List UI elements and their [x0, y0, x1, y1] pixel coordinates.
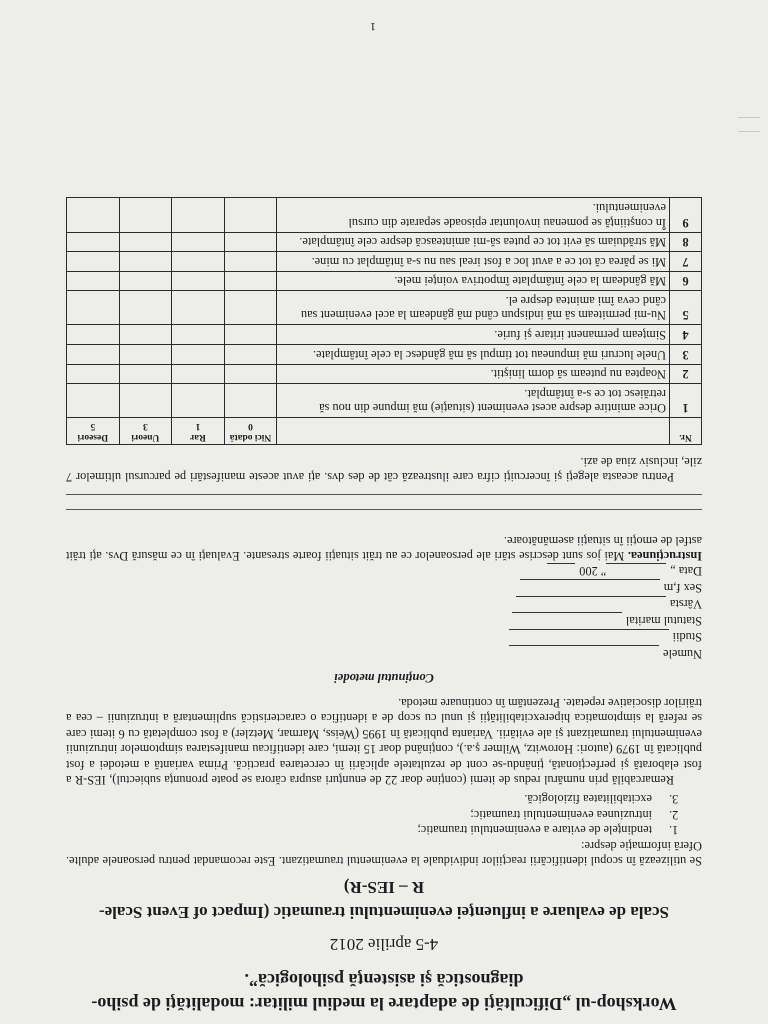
content-heading: Conţinutul metodei [334, 670, 434, 685]
answer-cell-never[interactable] [224, 252, 277, 272]
answer-cell-often[interactable] [67, 325, 120, 345]
header-sometimes: Uneori 3 [119, 418, 172, 445]
table-row [67, 252, 702, 272]
header-rarely: Rar 1 [172, 418, 225, 445]
table-row [67, 364, 702, 384]
answer-cell-often[interactable] [67, 384, 120, 418]
answer-cell-rarely[interactable] [172, 364, 225, 384]
answer-cell-rarely[interactable] [172, 291, 225, 325]
answer-cell-rarely[interactable] [172, 232, 225, 252]
row-number: 1 [670, 384, 702, 418]
answer-cell-never[interactable] [224, 291, 277, 325]
scan-mark [738, 117, 760, 118]
header-statement [277, 418, 670, 445]
answer-cell-never[interactable] [224, 198, 277, 232]
answer-cell-sometimes[interactable] [119, 291, 172, 325]
row-statement: Unele lucruri mă impuneau tot timpul să mă gândesc la cele întâmplate. [277, 345, 670, 365]
table-header-row [67, 418, 702, 445]
answer-cell-rarely[interactable] [172, 271, 225, 291]
purposes-list [66, 791, 702, 837]
answer-lines [66, 494, 702, 524]
age-field[interactable] [516, 596, 666, 608]
row-number: 7 [670, 252, 702, 272]
marital-field[interactable] [512, 612, 622, 624]
instructions-paragraph [66, 532, 702, 563]
date-label: Data „ [670, 564, 702, 579]
answer-cell-never[interactable] [224, 232, 277, 252]
answer-cell-sometimes[interactable] [119, 252, 172, 272]
row-number: 4 [670, 325, 702, 345]
intro-paragraph: Se utilizează în scopul identificării reacţiilor individuale la evenimentul traumatizant. Este recomandat pentru persoanele adulte. Oferă informaţie despre: [66, 838, 702, 868]
instructions-label: Instrucţiunea. [627, 549, 702, 564]
answer-cell-sometimes[interactable] [119, 384, 172, 418]
answer-cell-often[interactable] [67, 364, 120, 384]
scan-mark [738, 131, 760, 132]
sex-label: Sex f,m [663, 580, 702, 595]
date-row [66, 563, 702, 579]
sex-row [66, 580, 702, 596]
marital-row [66, 612, 702, 628]
name-label: Numele [663, 646, 702, 661]
row-number: 9 [670, 198, 702, 232]
answer-line[interactable] [66, 494, 702, 509]
answer-cell-sometimes[interactable] [119, 271, 172, 291]
row-number: 6 [670, 271, 702, 291]
date-suffix: ” 200 [579, 564, 607, 579]
name-row [66, 645, 702, 661]
answer-cell-rarely[interactable] [172, 252, 225, 272]
items-table [66, 197, 702, 445]
scale-title-line2: R – IES-R) [343, 878, 425, 897]
purpose-item: 1. tendinţele de evitare a evenimentului traumatic; [66, 822, 666, 837]
row-statement: Simţeam permanent iritare şi furie. [277, 325, 670, 345]
year-field[interactable] [547, 563, 575, 575]
date-field[interactable] [606, 563, 666, 575]
answer-cell-sometimes[interactable] [119, 325, 172, 345]
table-row [67, 325, 702, 345]
answer-cell-sometimes[interactable] [119, 198, 172, 232]
table-row [67, 271, 702, 291]
answer-cell-often[interactable] [67, 232, 120, 252]
name-field[interactable] [509, 645, 659, 657]
workshop-title-line1: Workshop-ul „Dificultăţi de adaptare la mediul militar: modalităţi de psiho- [91, 994, 677, 1014]
answer-cell-often[interactable] [67, 345, 120, 365]
row-statement: Mă străduiam să evit tot ce putea să-mi amintească despre cele întâmplate. [277, 232, 670, 252]
instructions-text: Mai jos sunt descrise stări ale persoanelor ce au trăit situaţii foarte stresante. Evaluaţi în ce măsură Dvs. aţi trăit astfel de emoţii în situaţii asemănătoare. [66, 533, 702, 564]
answer-line[interactable] [66, 509, 702, 524]
respondent-form [66, 563, 702, 661]
workshop-header [66, 968, 702, 1016]
answer-cell-never[interactable] [224, 271, 277, 291]
answer-cell-sometimes[interactable] [119, 345, 172, 365]
studies-label: Studii [672, 630, 702, 645]
row-number: 3 [670, 345, 702, 365]
table-row [67, 384, 702, 418]
row-number: 5 [670, 291, 702, 325]
table-row [67, 291, 702, 325]
purpose-item: 2. intruziunea evenimentului traumatic; [66, 806, 666, 821]
workshop-title-line2: diagnostică şi asistenţă psihologică”. [244, 970, 524, 990]
answer-cell-never[interactable] [224, 364, 277, 384]
answer-cell-sometimes[interactable] [119, 364, 172, 384]
header-nr: Nr. [670, 418, 702, 445]
table-row [67, 232, 702, 252]
document-content [66, 197, 702, 1016]
scale-title-line1: Scala de evaluare a influenţei evenimentului traumatic (Impact of Event Scale- [98, 903, 670, 922]
answer-cell-never[interactable] [224, 325, 277, 345]
row-statement: Orice amintire despre acest eveniment (situaţie) mă impune din nou să retrăiesc tot ce s-a întâmplat. [277, 384, 670, 418]
answer-cell-rarely[interactable] [172, 384, 225, 418]
age-row [66, 596, 702, 612]
table-row [67, 345, 702, 365]
answer-cell-often[interactable] [67, 271, 120, 291]
answer-cell-often[interactable] [67, 291, 120, 325]
answer-cell-rarely[interactable] [172, 325, 225, 345]
header-often: Deseori 5 [67, 418, 120, 445]
workshop-date: 4-5 aprilie 2012 [329, 935, 439, 954]
row-statement: Mi se părea că tot ce a avut loc a fost ireal sau nu s-a întâmplat cu mine. [277, 252, 670, 272]
answer-cell-sometimes[interactable] [119, 232, 172, 252]
marital-label: Statutul marital [625, 613, 702, 628]
answer-cell-often[interactable] [67, 252, 120, 272]
answer-cell-never[interactable] [224, 384, 277, 418]
answer-cell-rarely[interactable] [172, 198, 225, 232]
row-number: 2 [670, 364, 702, 384]
page-number: 1 [370, 20, 376, 34]
sex-field[interactable] [520, 580, 660, 592]
answer-cell-never[interactable] [224, 345, 277, 365]
row-statement: Noaptea nu puteam să dorm liniştit. [277, 364, 670, 384]
table-row [67, 198, 702, 232]
choose-instruction: Pentru aceasta alegeţi şi încercuiţi cifra care ilustrează cât de des dvs. aţi avut aceste manifestări pe parcursul ultimelor 7 zile, inclusiv ziua de azi. [66, 454, 702, 485]
age-label: Vârsta [669, 597, 702, 612]
purpose-item: 3. excitabilitatea fiziologică. [66, 791, 666, 806]
studies-row [66, 629, 702, 645]
header-never: Nici odată 0 [224, 418, 277, 445]
studies-field[interactable] [509, 629, 669, 641]
answer-cell-often[interactable] [67, 198, 120, 232]
row-number: 8 [670, 232, 702, 252]
row-statement: Mă gândeam la cele întâmplate împotriva voinţei mele. [277, 271, 670, 291]
history-paragraph: Remarcabilă prin numărul redus de itemi (conţine doar 22 de enunţuri asupra cărora se poate pronunţa subiectul), IES-R a fost elaborată şi perfecţionată, ţinându-se cont de rezultatele aplicării în cercetarea practică. Prima variantă a metodei a fost publicată în 1979 (autori: Horowitz, Wilmer ş.a.), conţinând doar 15 itemi, care identificau manifestarea simptomelor intruziunii evenimentului traumatizant şi ale evitării. Varianta publicată în 1995 (Weiss, Marmar, Metzler) a fost completată cu 6 itemi care se referă la simptomatica hiperexcitabilităţii şi unul cu scop de a identifica o caracteristică suplimentară a intruziunii – cea a trăirilor disociative repetate. Prezentăm în continuare metoda. [66, 695, 702, 787]
row-statement: În conştiinţă se pomenau involuntar episoade separate din cursul evenimentului. [277, 198, 670, 232]
answer-cell-rarely[interactable] [172, 345, 225, 365]
row-statement: Nu-mi permiteam să mă indispun când mă gândeam la acel eveniment sau când ceva îmi amintea despre el. [277, 291, 670, 325]
